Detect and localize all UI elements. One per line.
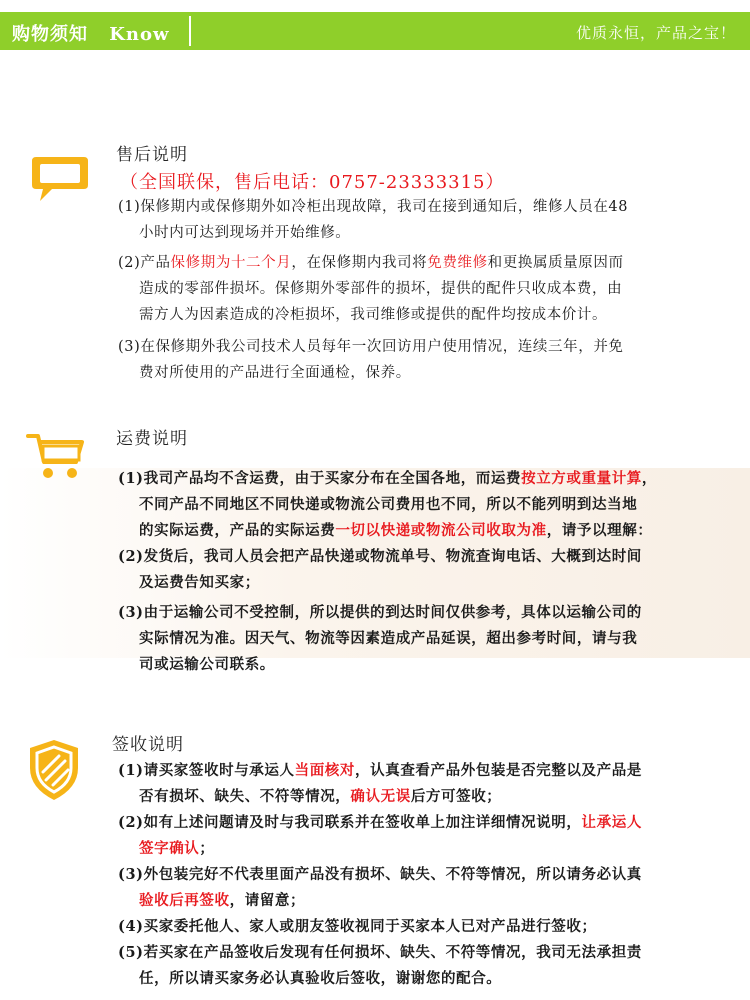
speech-bubble-icon — [30, 155, 90, 203]
receipt-item-2-line-1: (2)如有上述问题请及时与我司联系并在签收单上加注详细情况说明，让承运人 — [118, 814, 642, 831]
receipt-item-2 — [118, 810, 642, 862]
shipping-item-2 — [118, 544, 642, 596]
shipping-title: 运费说明 — [116, 429, 188, 449]
header-title — [12, 20, 170, 46]
shipping-item-1-line-2: 不同产品不同地区不同快递或物流公司费用也不同，所以不能列明到达当地 — [139, 496, 638, 513]
shipping-item-2-line-2: 及运费告知买家； — [139, 574, 260, 591]
confirm-correct-highlight: 确认无误 — [350, 788, 411, 805]
receipt-item-3-line-1: (3)外包装完好不代表里面产品没有损坏、缺失、不符等情况，所以请务必认真 — [118, 866, 642, 883]
after-sales-item-2-line-2: 造成的零部件损坏。保修期外零部件的损坏，提供的配件只收成本费，由 — [139, 281, 623, 297]
after-sales-item-2-line-1: (2)产品保修期为十二个月，在保修期内我司将免费维修和更换属质量原因而 — [118, 255, 624, 271]
sign-confirm-highlight: 签字确认 — [139, 840, 200, 857]
shipping-item-1 — [118, 466, 657, 544]
check-in-person-highlight: 当面核对 — [294, 762, 356, 779]
shipping-item-3-line-2: 实际情况为准。因天气、物流等因素造成产品延误，超出参考时间，请与我 — [139, 630, 638, 647]
after-sales-item-1 — [118, 194, 628, 246]
warranty-period-highlight: 保修期为十二个月 — [170, 255, 292, 271]
receipt-title: 签收说明 — [112, 735, 184, 755]
header-divider — [189, 16, 191, 46]
header-title-en: Know — [109, 24, 170, 45]
receipt-item-3-line-2: 验收后再签收，请留意； — [139, 892, 306, 909]
after-sales-item-2 — [118, 250, 624, 328]
shipping-item-2-line-1: (2)发货后，我司人员会把产品快递或物流单号、物流查询电话、大概到达时间 — [118, 548, 642, 565]
header-title-cn: 购物须知 — [12, 24, 88, 45]
free-repair-highlight: 免费维修 — [427, 255, 488, 271]
carrier-highlight: 让承运人 — [581, 814, 642, 831]
freight-calc-highlight: 按立方或重量计算 — [521, 470, 642, 487]
header-slogan: 优质永恒，产品之宝！ — [575, 24, 736, 42]
receipt-item-5-line-2: 任，所以请买家务必认真验收后签收，谢谢您的配合。 — [139, 970, 502, 987]
shipping-item-1-line-3: 的实际运费，产品的实际运费一切以快递或物流公司收取为准，请予以理解： — [139, 522, 653, 539]
receipt-item-5 — [118, 940, 642, 992]
receipt-item-5-line-1: (5)若买家在产品签收后发现有任何损坏、缺失、不符等情况，我司无法承担责 — [118, 944, 642, 961]
receipt-item-4: (4)买家委托他人、家人或朋友签收视同于买家本人已对产品进行签收； — [118, 918, 597, 935]
after-sales-title: 售后说明 — [116, 145, 188, 165]
shipping-item-3 — [118, 600, 642, 678]
shield-icon — [28, 738, 80, 802]
after-sales-item-1-line-1: (1)保修期内或保修期外如冷柜出现故障，我司在接到通知后，维修人员在48 — [118, 199, 629, 215]
shopping-cart-icon — [26, 432, 86, 482]
shipping-item-3-line-3: 司或运输公司联系。 — [139, 656, 275, 673]
after-sales-hotline: （全国联保，售后电话：0757-23333315） — [120, 172, 505, 193]
receipt-item-1-line-1: (1)请买家签收时与承运人当面核对，认真查看产品外包装是否完整以及产品是 — [118, 762, 642, 779]
shipping-item-1-line-1: (1)我司产品均不含运费，由于买家分布在全国各地，而运费按立方或重量计算， — [118, 470, 658, 487]
after-sales-item-3-line-1: (3)在保修期外我公司技术人员每年一次回访用户使用情况，连续三年，并免 — [118, 339, 624, 355]
receipt-item-1 — [118, 758, 642, 810]
receipt-item-2-line-2: 签字确认； — [139, 840, 215, 857]
after-sales-item-3 — [118, 334, 624, 386]
header-bar — [0, 12, 750, 50]
inspect-before-sign-highlight: 验收后再签收 — [139, 892, 230, 909]
after-sales-item-3-line-2: 费对所使用的产品进行全面通检，保养。 — [139, 365, 411, 381]
actual-freight-highlight: 一切以快递或物流公司收取为准 — [335, 522, 547, 539]
shipping-item-3-line-1: (3)由于运输公司不受控制，所以提供的到达时间仅供参考，具体以运输公司的 — [118, 604, 642, 621]
receipt-item-3 — [118, 862, 642, 914]
after-sales-item-1-line-2: 小时内可达到现场并开始维修。 — [139, 225, 351, 241]
receipt-item-1-line-2: 否有损坏、缺失、不符等情况，确认无误后方可签收； — [139, 788, 502, 805]
after-sales-item-2-line-3: 需方人为因素造成的冷柜损坏，我司维修或提供的配件均按成本价计。 — [139, 307, 608, 323]
